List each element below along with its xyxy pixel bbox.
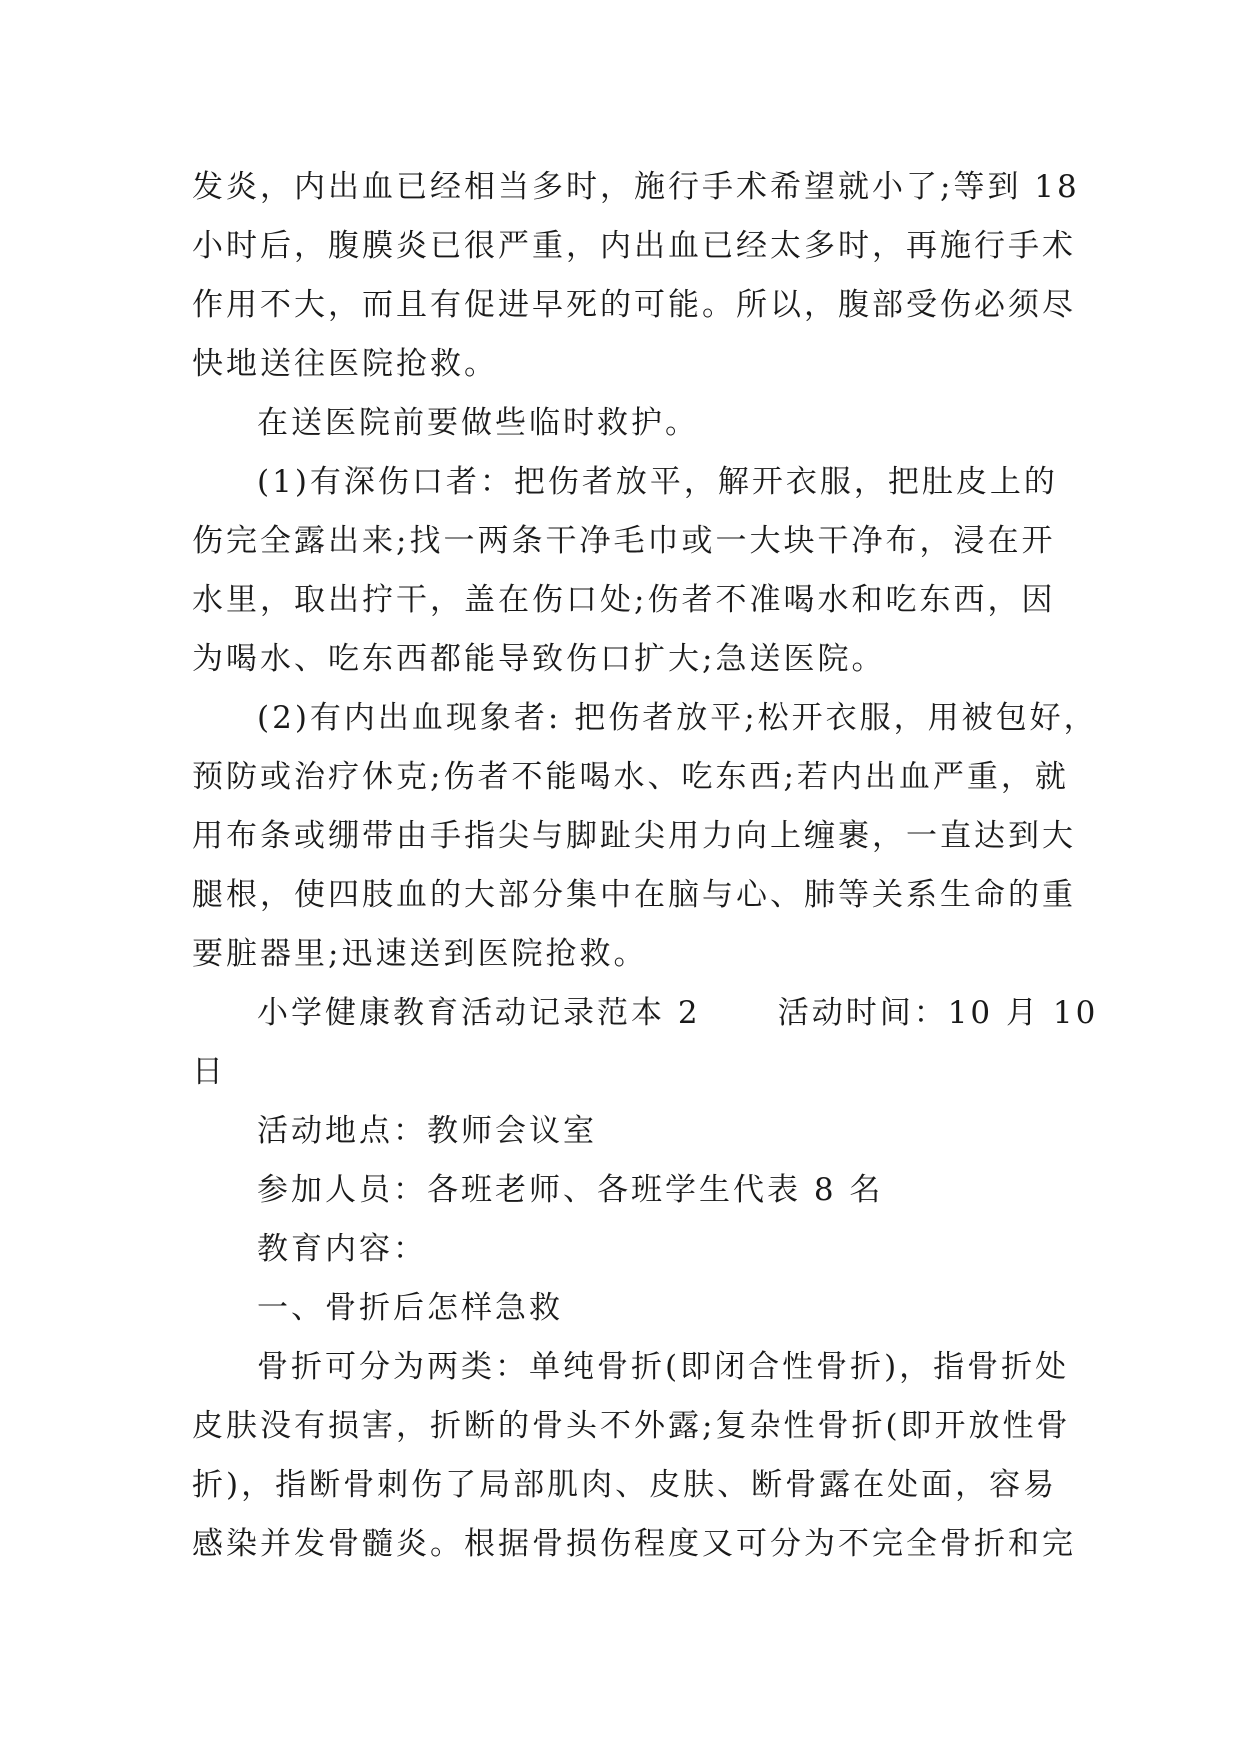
- section-title-line: 小学健康教育活动记录范本 2 活动时间：10 月 10: [257, 995, 1099, 1031]
- text-line: 日: [192, 1054, 226, 1090]
- education-content-label: 教育内容：: [257, 1231, 427, 1267]
- text-line: 水里，取出拧干，盖在伤口处;伤者不准喝水和吃东西，因: [192, 582, 1056, 618]
- text-line: 为喝水、吃东西都能导致伤口扩大;急送医院。: [192, 641, 886, 677]
- text-line: 伤完全露出来;找一两条干净毛巾或一大块干净布，浸在开: [192, 523, 1056, 559]
- text-line: 要脏器里;迅速送到医院抢救。: [192, 936, 648, 972]
- text-line: 骨折可分为两类：单纯骨折(即闭合性骨折)，指骨折处: [257, 1349, 1070, 1385]
- participants-line: 参加人员：各班老师、各班学生代表 8 名: [257, 1172, 884, 1208]
- text-line: 在送医院前要做些临时救护。: [257, 405, 699, 441]
- text-line: 折)，指断骨刺伤了局部肌肉、皮肤、断骨露在处面，容易: [192, 1467, 1058, 1503]
- text-line: 快地送往医院抢救。: [192, 346, 498, 382]
- text-line: 小时后，腹膜炎已很严重，内出血已经太多时，再施行手术: [192, 228, 1076, 264]
- text-line: 感染并发骨髓炎。根据骨损伤程度又可分为不完全骨折和完: [192, 1526, 1076, 1562]
- text-line: 用布条或绷带由手指尖与脚趾尖用力向上缠裹，一直达到大: [192, 818, 1076, 854]
- document-body: [192, 158, 1099, 1574]
- text-line: 作用不大，而且有促进早死的可能。所以，腹部受伤必须尽: [192, 287, 1076, 323]
- section-heading: 一、骨折后怎样急救: [257, 1290, 563, 1326]
- text-line: 发炎，内出血已经相当多时，施行手术希望就小了;等到 18: [192, 169, 1080, 205]
- activity-location-line: 活动地点：教师会议室: [257, 1113, 597, 1149]
- text-line: 皮肤没有损害，折断的骨头不外露;复杂性骨折(即开放性骨: [192, 1408, 1071, 1444]
- text-line: (2)有内出血现象者: 把伤者放平;松开衣服，用被包好，: [257, 700, 1098, 736]
- text-line: (1)有深伤口者：把伤者放平，解开衣服，把肚皮上的: [257, 464, 1058, 500]
- text-line: 腿根，使四肢血的大部分集中在脑与心、肺等关系生命的重: [192, 877, 1076, 913]
- text-line: 预防或治疗休克;伤者不能喝水、吃东西;若内出血严重，就: [192, 759, 1069, 795]
